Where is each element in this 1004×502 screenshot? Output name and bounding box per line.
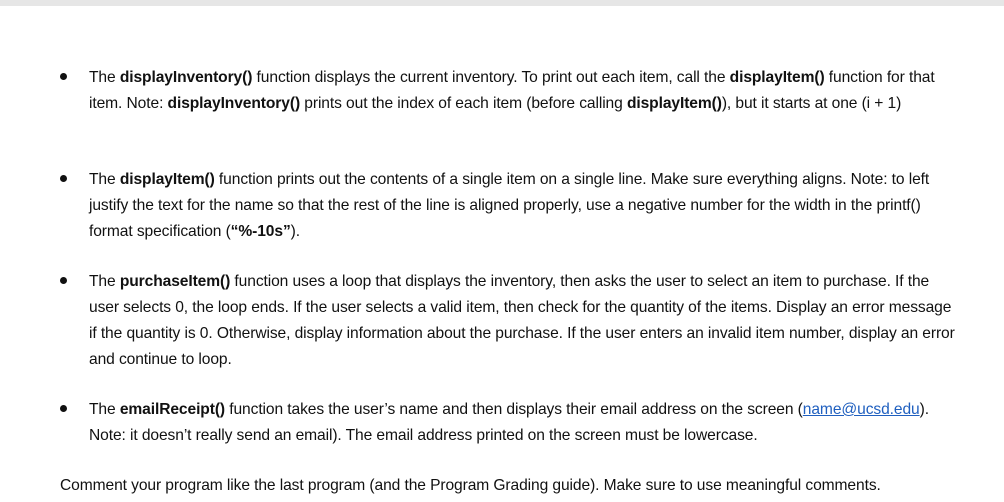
function-name: displayInventory()	[119, 69, 253, 86]
email-link[interactable]: name@ucsd.edu	[802, 401, 920, 418]
bullet-paragraph	[89, 397, 959, 449]
bullet-dot-icon	[60, 73, 67, 80]
bullet-paragraph	[89, 167, 959, 245]
bullet-paragraph	[89, 269, 959, 373]
function-name: displayItem()	[729, 69, 825, 86]
bullet-dot-icon	[60, 405, 67, 412]
text-segment: prints out the index of each item (before calling	[300, 95, 627, 112]
function-name: displayItem()	[626, 95, 722, 112]
function-name: purchaseItem()	[119, 273, 231, 290]
text-segment: function for that item. Note:	[89, 69, 935, 112]
bullet-dot-icon	[60, 277, 67, 284]
text-segment: The	[89, 171, 120, 188]
function-name: emailReceipt()	[119, 401, 226, 418]
closing-paragraph: Comment your program like the last program (and the Program Grading guide). Make sure to use meaningful comments.	[60, 477, 881, 494]
function-name: displayInventory()	[167, 95, 301, 112]
bullet-paragraph	[89, 65, 959, 117]
bullet-dot-icon	[60, 175, 67, 182]
text-segment: ).	[290, 223, 300, 240]
text-segment: The	[89, 401, 120, 418]
text-segment: function displays the current inventory. To print out each item, call the	[252, 69, 730, 86]
format-specifier: “%-10s”	[230, 223, 291, 240]
text-segment: The	[89, 69, 120, 86]
text-segment: function uses a loop that displays the inventory, then asks the user to select an item to purchase. If the user selects 0, the loop ends. If the user selects a valid item, then check for the quantity of the items. Display an error message if the quantity is 0. Otherwise, display information about the purchase. If the user enters an invalid item number, display an error and continue to loop.	[89, 273, 955, 368]
function-name: displayItem()	[119, 171, 215, 188]
text-segment: ). Note: it doesn’t really send an email). The email address printed on the screen must be lowercase.	[89, 401, 929, 444]
text-segment: ), but it starts at one (i + 1)	[721, 95, 902, 112]
text-segment: function takes the user’s name and then displays their email address on the screen (	[225, 401, 803, 418]
document-page	[0, 6, 1004, 502]
text-segment: The	[89, 273, 120, 290]
text-segment: function prints out the contents of a single item on a single line. Make sure everything aligns. Note: to left justify the text for the name so that the rest of the line is aligned properly, use a negative number for the width in the printf() format specification (	[89, 171, 930, 240]
